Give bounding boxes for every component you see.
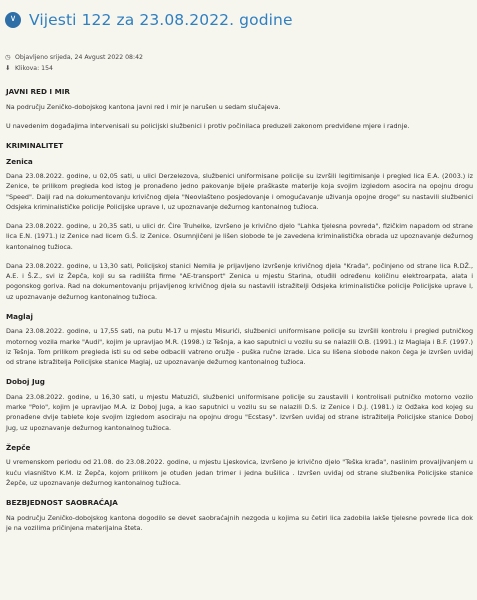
subheading-doboj-jug: Doboj Jug — [6, 377, 45, 387]
paragraph: U navedenim događajima intervenisali su policijski službenici i protiv počinilaca preduzeli zakonom predviđene mjere i radnje. — [6, 121, 410, 130]
section-heading-bezbjednost: BEZBJEDNOST SAOBRAĆAJA — [6, 498, 118, 508]
paragraph: Na području Zeničko-dobojskog kantona dogodilo se devet saobraćajnih nezgoda u kojima su četiri lica zadobila lakše tjelesne povrede lica dok je na vozilima pričinjena materijalna šteta. — [6, 513, 473, 532]
paragraph: U vremenskom periodu od 21.08. do 23.08.2022. godine, u mjestu Ljeskovica, izvršeno je krivično djelo "Teška krađa", naslinim provaljivanjem u kuću vlasništvo K.M. iz Žepča, kojom prilikom je otuđen jedan trimer i jedna bušilica . Izvršen uviđaj od strane službenika Policijske stanice Žepče, uz upoznavanje dežurnog kantonalnog tužioca. — [6, 458, 473, 487]
chevron-down-icon[interactable]: ∨ — [5, 12, 21, 28]
paragraph: Dana 23.08.2022. godine, u 13,30 sati, Policijskoj stanici Nemila je prijavljeno izvršenje krivičnog djela "Krađa", počinjeno od strane lica R.DŽ., A.E. i Š.Z., svi iz Žepča, koji su sa radilišta firme "AE-transport" Zenica u mjestu Starina, otuđili određenu količinu elektroarpata, alata i pogonskog goriva. Rad na dokumentovanju prijavljenog krivičnog djela su nastavili istražitelji Odsjeka kriminalističke policije Policijske uprave I, uz upoznavanje dežurnog kantonalnog tužioca. — [6, 261, 473, 301]
hits-count: Klikova: 154 — [15, 64, 53, 72]
subheading-maglaj: Maglaj — [6, 311, 33, 321]
article-header — [5, 0, 472, 40]
hits-row — [5, 63, 472, 74]
article-title: Vijesti 122 za 23.08.2022. godine — [29, 10, 293, 29]
subheading-zenica: Zenica — [6, 156, 33, 166]
article-body — [5, 86, 473, 533]
article-meta — [5, 52, 472, 74]
published-row — [5, 52, 472, 63]
paragraph: Dana 23.08.2022. godine, u 02,05 sati, u ulici Derzelezova, službenici uniformisane policije su izvršili legitimisanje i pregled lica E.A. (2003.) iz Zenice, te prilikom pregleda kod istog je pronađeno jedno pakovanje bijele praškaste materije koja svojim izgledom asocira na opojnu drogu "Speed". Daiji rad na dokumentovanju krivičnog djela "Neovlašteno posjedovanje i omogućavanje uživanja opojne droge" su nastavili službenici Odsjeka kriminalističke policije Policijske uprave I, uz upoznavanje dežurnog kantonalnog tužioca. — [6, 172, 473, 211]
paragraph: Na području Zeničko-dobojskog kantona javni red i mir je narušen u sedam slučajeva. — [6, 102, 281, 111]
subheading-zepce: Žepče — [6, 442, 31, 452]
paragraph: Dana 23.08.2022. godine, u 20,35 sati, u ulici dr. Ćire Truhelke, izvršeno je krivično djelo "Lahka tjelesna povreda", fizičkim napadom od strane lica E.N. (1971.) iz Zenice nad licem G.Š. iz Zenice. Osumnjičeni je lišen slobode te je zavedena kriminalistička obrada uz upoznavanje dežurnog kantonalnog tužioca. — [6, 222, 473, 251]
published-date: Objavljeno srijeda, 24 Avgust 2022 08:42 — [15, 53, 143, 61]
paragraph: Dana 23.08.2022. godine, u 16,30 sati, u mjestu Matuzići, službenici uniformisane policije su zaustavili i kontrolisali putničko motorno vozilo marke "Polo", kojim je upravljao M.A. iz Doboj Juga, a kao saputnici u vozilu su se nalazili D.S. iz Zenice i D.J. (1981.) iz Odžaka kod kojeg su pronađene dvije tablete koje svojim izgledom asociraju na opojnu drogu "Ecstasy". Izvršen uviđaj od strane istražitelja Policijske stanice Doboj Jug, uz upoznavanje dežurnog kantonalnog tužioca. — [6, 392, 473, 432]
section-heading-kriminalitet: KRIMINALITET — [6, 141, 64, 151]
download-icon: ⬇ — [5, 64, 11, 73]
clock-icon: ◷ — [5, 53, 11, 62]
section-heading-javni-red: JAVNI RED I MIR — [6, 87, 70, 96]
paragraph: Dana 23.08.2022. godine, u 17,55 sati, na putu M-17 u mjestu Misurići, službenici uniformisane policije su izvršili kontrolu i pregled putničkog motornog vozila marke "Audi", kojim je upravljao M.R. (1998.) iz Tešnja, a kao saputnici u vozilu su se nalazili O.B. (1991.) iz Maglaja i B.F. (1997.) iz Tešnja. Tom prilikom pregleda isti su od sebe odbacili vatreno oružje - puška ručne izrade. Lica su lišena slobode nakon čega je izvršen uviđaj od strane istražitelja Policijske stanice Maglaj, uz upoznavanje dežurnog kantonalnog tužioca. — [6, 327, 473, 367]
